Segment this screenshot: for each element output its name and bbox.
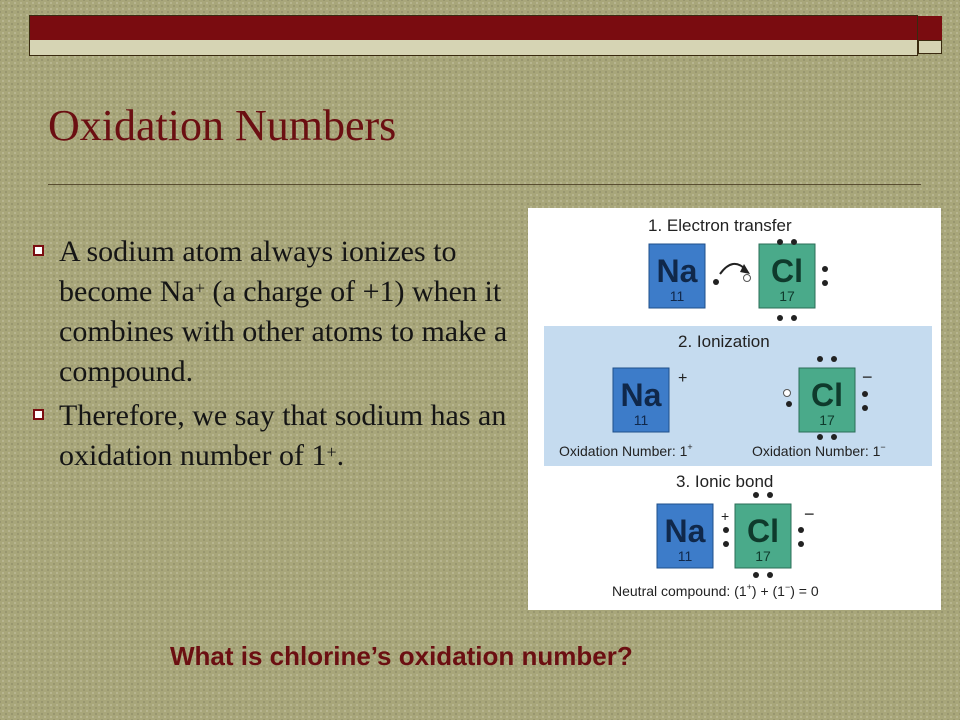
bond-plus: + [721,508,730,524]
corner-square-light [918,40,942,54]
cl-symbol-step1: Cl [771,253,803,289]
na-symbol-step3: Na [664,513,706,549]
na-symbol-step2: Na [620,377,662,413]
bullet-marker-icon [33,245,44,256]
cl-symbol-step3: Cl [747,513,779,549]
electron-gap [744,275,751,282]
bullet-item-2: Therefore, we say that sodium has an oxidation number of 1+. [33,396,523,476]
na-number-step3: 11 [677,548,693,564]
corner-square-red [918,16,942,40]
step3-label: 3. Ionic bond [676,472,774,491]
top-decoration-bar [29,15,918,56]
bullet-list [33,232,523,480]
bullet-item-1: A sodium atom always ionizes to become Na+ (a charge of +1) when it combines with other atoms to make a compound. [33,232,523,392]
na-oxidation-label: Oxidation Number: 1+ [559,442,693,459]
na-charge-plus: + [678,370,688,387]
question-text: What is chlorine’s oxidation number? [170,641,633,671]
step1-label: 1. Electron transfer [648,216,792,235]
top-accent-stripe [30,16,917,40]
neutral-compound-label: Neutral compound: (1+) + (1−) = 0 [612,582,819,599]
slide-title: Oxidation Numbers [48,101,397,150]
na-symbol-step1: Na [656,253,698,289]
cl-charge-minus: − [862,367,873,387]
bullet-marker-icon [33,409,44,420]
electron-gap [784,390,791,397]
na-number-step2: 11 [633,412,649,428]
cl-number-step3: 17 [755,548,771,564]
cl-oxidation-label: Oxidation Number: 1− [752,442,886,459]
step2-label: 2. Ionization [678,332,770,351]
cl-number-step2: 17 [819,412,835,428]
title-divider [48,184,921,185]
ionic-bond-figure [528,208,941,610]
na-number-step1: 11 [669,288,685,304]
cl-symbol-step2: Cl [811,377,843,413]
bond-minus: − [804,504,815,524]
electron-dot [713,279,719,285]
cl-number-step1: 17 [779,288,795,304]
